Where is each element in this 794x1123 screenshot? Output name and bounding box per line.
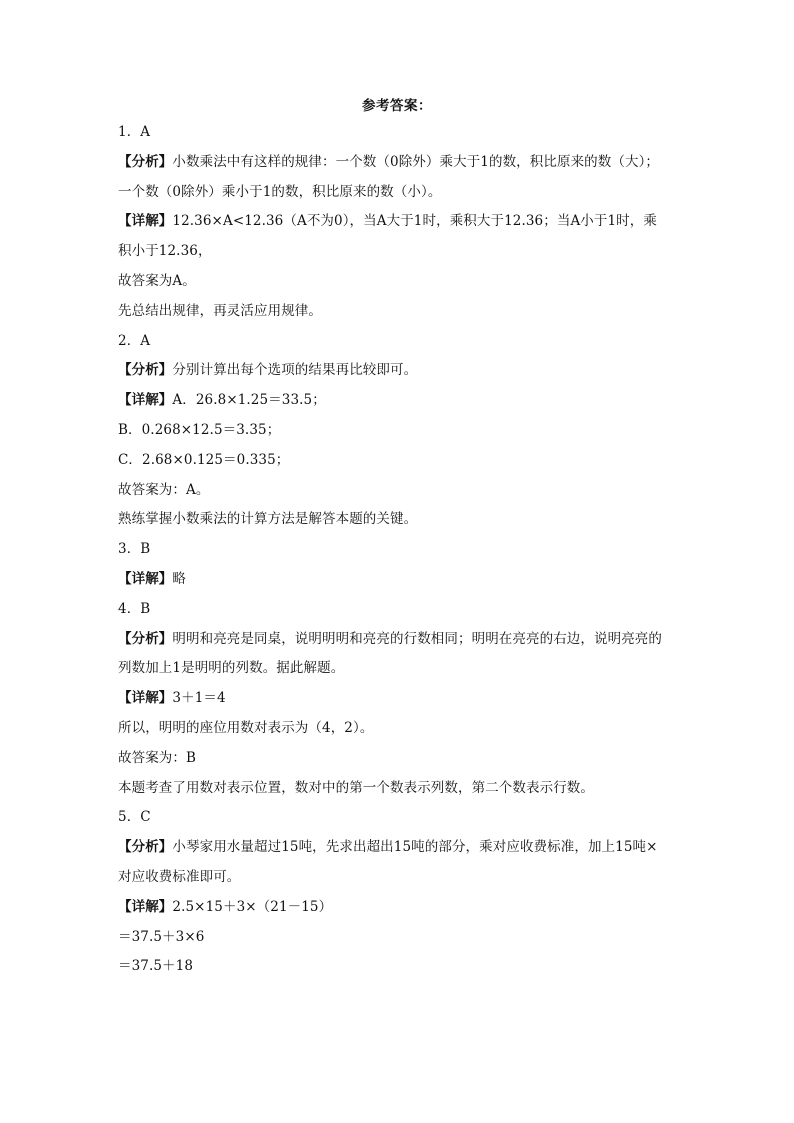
page-title: 参考答案：	[362, 98, 432, 114]
line-text: 2.5×15＋3×（21－15）	[172, 898, 333, 915]
text-line: ＝37.5＋18	[118, 958, 194, 975]
text-line: 所以，明明的座位用数对表示为（4，2）。	[118, 719, 374, 736]
line-text: 3＋1＝4	[172, 690, 226, 707]
line-text: 略	[172, 570, 187, 587]
question-number: 1．A	[118, 124, 151, 140]
question-number: 5．C	[118, 809, 151, 826]
section-tag: 【详解】	[118, 690, 173, 707]
text-line: 积小于12.36，	[118, 243, 212, 260]
tagged-line	[118, 212, 684, 231]
line-text: 分别计算出每个选项的结果再比较即可。	[172, 362, 418, 379]
section-tag: 【分析】	[118, 362, 173, 379]
tagged-line	[118, 153, 684, 172]
tagged-line	[118, 838, 684, 857]
tagged-line	[118, 689, 684, 708]
tagged-line	[118, 361, 684, 380]
section-tag: 【详解】	[118, 898, 173, 915]
text-line: 先总结出规律，再灵活应用规律。	[118, 302, 322, 319]
text-line: ＝37.5＋3×6	[118, 928, 205, 945]
tagged-line	[118, 391, 684, 410]
question-number: 2．A	[118, 332, 151, 349]
text-line: 故答案为：A。	[118, 481, 210, 498]
text-line: 故答案为A。	[118, 272, 196, 289]
text-line: C．2.68×0.125＝0.335；	[118, 451, 290, 468]
text-line: 故答案为：B	[118, 749, 197, 766]
answer-content	[118, 123, 684, 987]
line-text: A．26.8×1.25＝33.5；	[172, 392, 326, 409]
question-number: 3．B	[118, 541, 151, 558]
text-line: B．0.268×12.5＝3.35；	[118, 421, 281, 438]
section-tag: 【分析】	[118, 630, 173, 647]
tagged-line	[118, 570, 684, 589]
question-number: 4．B	[118, 600, 151, 617]
section-tag: 【详解】	[118, 392, 173, 409]
line-text: 小数乘法中有这样的规律：一个数（0除外）乘大于1的数，积比原来的数（大）；	[172, 153, 660, 170]
line-text: 明明和亮亮是同桌，说明明明和亮亮的行数相同；明明在亮亮的右边，说明亮亮的	[172, 630, 663, 647]
text-line: 对应收费标准即可。	[118, 868, 241, 885]
line-text: 小琴家用水量超过15吨，先求出超出15吨的部分，乘对应收费标准，加上15吨×	[172, 839, 658, 856]
text-line: 本题考查了用数对表示位置，数对中的第一个数表示列数，第二个数表示行数。	[118, 779, 594, 796]
section-tag: 【分析】	[118, 839, 173, 856]
text-line: 一个数（0除外）乘小于1的数，积比原来的数（小）。	[118, 183, 442, 200]
tagged-line	[118, 630, 684, 649]
text-line: 列数加上1是明明的列数。据此解题。	[118, 660, 345, 677]
line-text: 12.36×A<12.36（A不为0），当A大于1时，乘积大于12.36；当A小于1时，乘	[172, 213, 657, 230]
tagged-line	[118, 898, 684, 917]
section-tag: 【详解】	[118, 570, 173, 587]
text-line: 熟练掌握小数乘法的计算方法是解答本题的关键。	[118, 511, 418, 528]
section-tag: 【分析】	[118, 153, 173, 170]
section-tag: 【详解】	[118, 213, 173, 230]
